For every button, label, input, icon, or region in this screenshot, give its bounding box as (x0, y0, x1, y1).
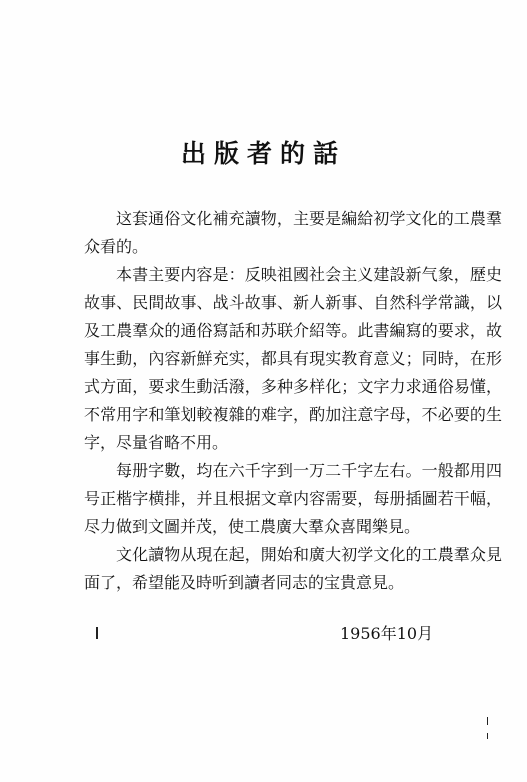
preface-body (84, 205, 502, 597)
ink-mark (487, 733, 488, 739)
page-title: 出版者的話 (180, 139, 346, 168)
paragraph-1: 这套通俗文化補充讀物，主要是編給初学文化的工農羣众看的。 (84, 209, 502, 256)
ink-mark (487, 717, 488, 725)
ink-mark (96, 627, 98, 639)
paragraph-3: 每册字數，均在六千字到一万二千字左右。一般都用四号正楷字横排，并且根据文章内容需要，每册插圖若干幅，尽力做到文圖并茂，使工農廣大羣众喜聞樂見。 (84, 461, 502, 536)
publication-date: 1956年10月 (340, 624, 434, 643)
paragraph-2: 本書主要内容是：反映祖國社会主义建設新气象，歷史故事、民間故事、战斗故事、新人新事、自然科学常識，以及工農羣众的通俗寫話和苏联介紹等。此書編寫的要求，故事生動，內容新鮮充实，都具有現实教育意义；同時，在形式方面，要求生動活潑，多种多样化；文字力求通俗易懂，不常用字和筆划較複雜的难字，酌加注意字母，不必要的生字，尽量省略不用。 (84, 265, 502, 452)
paragraph-4: 文化讀物从現在起，開始和廣大初学文化的工農羣众見面了，希望能及時听到讀者同志的宝貴意見。 (84, 545, 502, 592)
